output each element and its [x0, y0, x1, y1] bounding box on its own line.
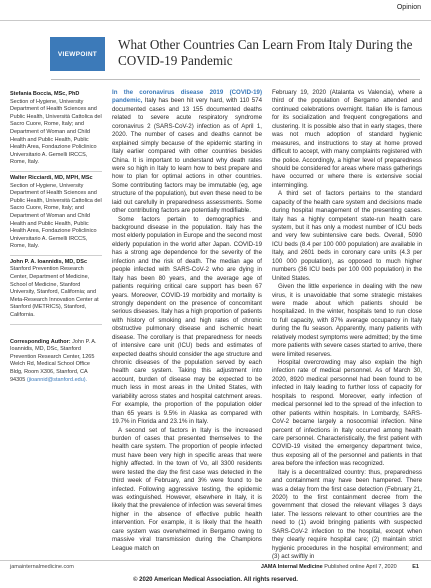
journal-name: JAMA Internal Medicine [260, 564, 323, 570]
publication-date: Published online April 7, 2020 [324, 564, 397, 570]
footer-citation [261, 564, 419, 570]
header-rule [0, 20, 431, 21]
body-paragraph: Hospital overcrowding may also explain the high infection rate of medical personnel. As of March 30, 2020, 8920 medical personnel had been found to be infected in Italy leading to further loss of capacity for hospitals to respond. Moreover, early infection of medical personnel led to the spread of the infection to other patients within hospitals. In Lombardy, SARS-CoV-2 became largely a nosocomial infection. Nine percent of infections in Italy occurred among health care personnel. Characteristically, the first patient with COVID-19 visited the emergency department twice, thus exposing all of the personnel and patients in that area before the infection was recognized. [272, 359, 422, 468]
title-rule [51, 79, 420, 80]
author-block [10, 175, 102, 256]
corresponding-author-email[interactable]: (jioannid@stanford.edu). [26, 376, 88, 383]
copyright-notice: © 2020 American Medical Association. All rights reserved. [133, 577, 298, 583]
author-sidebar [10, 91, 102, 384]
viewpoint-badge: VIEWPOINT [50, 37, 105, 71]
author-affiliation: Section of Hygiene, University Department of Health Sciences and Public Health, Università Cattolica del Sacro Cuore, Rome, Italy; and Department of Woman and Child Health and Public Health, Public Health Area, Fondazione Policlinico Universitario A. Gemelli IRCCS, Rome, Italy. [10, 98, 102, 166]
author-block [10, 91, 102, 172]
body-paragraph [112, 89, 262, 216]
body-column-2 [272, 89, 422, 562]
body-paragraph: Italy is a decentralized country: thus, preparedness and containment may have been hampered. There was a delay from the first case detection (February 21, 2020) to the first containment decree from the government that closed the relevant villages 3 days later. The lessons relevant to other countries are the need to (1) avoid bringing patients with suspected SARS-CoV-2 infection to the hospital, except when they clearly require hospital care; (2) maintain strict hygienic procedures in the hospital environment; and (3) act swiftly in [272, 468, 422, 561]
author-block [10, 259, 102, 325]
body-column-1 [112, 89, 262, 553]
journal-website-link[interactable]: jamainternalmedicine.com [10, 564, 74, 570]
corresponding-author [10, 339, 102, 385]
body-text: Italy has been hit very hard, with 110 574 documented cases and 13 155 documented deaths related to severe acute respiratory syndrome coronavirus 2 (SARS-CoV-2) infection as of April 1, 2020. The number of cases and deaths cannot be explained simply because of the epidemic starting in Italy earlier compared with other countries besides China. It is important to understand why death rates were so high in Italy to learn how to best prepare and how to plan for optimal actions in other countries. Some contributing factors may be immutable (eg, age structure of the population), but even these need to be laid out carefully in preparedness assessments. Some other contributing factors are potentially modifiable. [112, 97, 262, 215]
page-number: E1 [412, 564, 419, 570]
author-name: Walter Ricciardi, MD, MPH, MSc [10, 174, 93, 181]
corresponding-author-label: Corresponding Author: [10, 338, 71, 345]
lead-in: In the coronavirus disease 2019 (COVID-19) pandemic, [112, 89, 262, 105]
body-paragraph: February 19, 2020 (Atalanta vs Valencia), where a third of the population of Bergamo attended and continued celebrations overnight. Italian life is famous for its socialization and frequent congregations and clustering. It is possible also that in early stages, there was not much adoption of standard hygienic measures, and instructions to stay at home proved difficult to accept, with many complaints registered with the police. Accordingly, a higher level of preparedness should be considered for areas where mass gatherings have occurred or where there is extensive social intermingling. [272, 89, 422, 189]
body-paragraph: Given the little experience in dealing with the new virus, it is unavoidable that some strategic mistakes were made about which patients should be hospitalized. In the winter, hospitals tend to run close to full capacity, with 87% average occupancy in Italy during the flu season. Apparently, many patients with relatively modest symptoms were admitted; by the time more patients with severe cases started to arrive, there were limited reserves. [272, 283, 422, 358]
body-paragraph: A third set of factors pertains to the standard capacity of the health care system and decisions made during hospital management of the presenting cases. Italy has a highly competent state-run health care system, but it has only a modest number of ICU beds and very few subintensive care beds. Overall, 5090 ICU beds (8.4 per 100 000 population) are available in Italy, and 2601 beds in coronary care units (4.3 per 100 000 population), as opposed to much higher numbers (36 ICU beds per 100 000 population) in the United States. [272, 190, 422, 282]
author-affiliation: Section of Hygiene, University Department of Health Sciences and Public Health, Università Cattolica del Sacro Cuore, Rome, Italy; and Department of Woman and Child Health and Public Health, Public Health Area, Fondazione Policlinico Universitario A. Gemelli IRCCS, Rome, Italy. [10, 182, 102, 250]
author-affiliation: Stanford Prevention Research Center, Department of Medicine, School of Medicine, Stanford University, Stanford, California; and Meta-Research Innovation Center at Stanford (METRICS), Stanford, California. [10, 266, 99, 319]
body-paragraph: A second set of factors in Italy is the increased burden of cases that presented themselves to the health care system. The proportion of people infected must have been very high in specific areas that were highly affected. In the town of Vo, all 3300 residents were tested the day the first case was detected in the third week of February, and 3% were found to be infected. Following aggressive testing, the epidemic was extinguished. However, elsewhere in Italy, it is likely that the prevalence of infection was several times higher in the absence of effective public health intervention. For example, it is likely that the health care system was overwhelmed in Bergamo owing to massive viral transmission during the Champions League match on [112, 426, 262, 552]
article-title: What Other Countries Can Learn From Italy During the COVID-19 Pandemic [118, 37, 413, 68]
author-name: John P. A. Ioannidis, MD, DSc [10, 258, 88, 265]
section-label: Opinion [396, 4, 421, 11]
corresponding-author-text: John P. A. Ioannidis, MD, DSc, Stanford Prevention Research Center, 1265 Welch Rd, Medical School Office Bldg, Room X306, Stanford, CA 94305 [10, 338, 97, 383]
footer-rule [0, 560, 431, 561]
author-name: Stefania Boccia, MSc, PhD [10, 91, 80, 97]
body-paragraph: Some factors pertain to demographics and background disease in the population. Italy has the most elderly population in Europe and the second most elderly population in the world after Japan. COVID-19 has a strong age dependence for the severity of the infection and the risk of death. The median age of people infected with SARS-CoV-2 who are dying in Italy has been 80 years, and the average age of patients requiring critical care support has been 67 years. Moreover, COVID-19 morbidity and mortality is strongly dependent on the presence of concomitant serious diseases. Italy has a high proportion of patients with history of smoking and high rates of chronic obstructive pulmonary disease and ischemic heart disease. The corollary is that preparedness for needs of intensive care unit (ICU) beds and estimates of expected deaths should consider the age structure and chronic diseases of the population served by each health care system. Taking this adjustment into account, burden of disease may be expected to be much less in most areas in the United States, with variability across states and hospital catchment areas. For example, the proportion of the population older than 65 years is 9.5% in Alaska as compared with 19.7% in Florida and 23.1% in Italy. [112, 215, 262, 426]
